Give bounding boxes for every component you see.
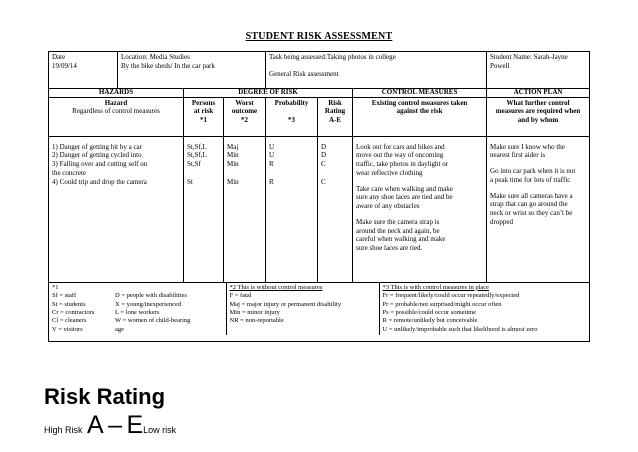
key-persons-title: *1 bbox=[52, 283, 59, 291]
task-label: Task being assessed:Taking photos in college bbox=[269, 53, 396, 61]
existing-line: around the neck and again, be bbox=[356, 226, 440, 235]
rating-value bbox=[321, 169, 349, 178]
key-persons-pair bbox=[52, 309, 223, 317]
key-outcome-line: Maj = major injury or permanent disability bbox=[229, 300, 342, 308]
key-outcome-line: NR = non-reportable bbox=[229, 317, 284, 325]
col-persons-l2: at risk bbox=[193, 107, 214, 116]
risk-rating-heading: Risk Rating bbox=[44, 384, 166, 409]
col-existing bbox=[353, 97, 487, 136]
col-persons bbox=[184, 97, 224, 136]
hazard-row bbox=[49, 136, 590, 282]
key-code: Cr = contractors bbox=[52, 309, 95, 316]
col-worst-l3: *2 bbox=[241, 116, 248, 125]
existing-line: Make sure the camera strap is bbox=[356, 217, 440, 226]
hazard-line: 2) Danger of getting cycled into bbox=[52, 151, 142, 160]
key-outcome-line: Min = minor injury bbox=[229, 309, 280, 316]
key-probability-line: Pr = probable/not surprised/might occur often bbox=[382, 300, 502, 308]
key-code: Sf = staff bbox=[52, 292, 77, 300]
key-code: St = students bbox=[52, 300, 86, 308]
key-persons-pair bbox=[52, 326, 223, 334]
key-persons-pair bbox=[52, 317, 223, 325]
col-rating bbox=[318, 97, 353, 136]
task-type: General Risk assessment bbox=[269, 69, 339, 78]
section-action-plan: ACTION PLAN bbox=[487, 89, 590, 98]
key-outcome-title: *2 This is without control measures bbox=[229, 283, 323, 291]
risk-rating-scale bbox=[44, 413, 176, 438]
student-surname: Powell bbox=[490, 61, 510, 70]
keys-cell bbox=[49, 282, 590, 341]
rating-value: C bbox=[321, 177, 326, 186]
col-existing-l1: Existing control measures taken bbox=[371, 98, 468, 107]
section-header-row bbox=[49, 89, 590, 98]
column-header-row bbox=[49, 97, 590, 136]
hazard-line: 3) Falling over and cutting self on bbox=[52, 160, 148, 169]
key-persons-pair bbox=[52, 292, 223, 300]
key-probability-title: *3 This is with control measures in place bbox=[382, 283, 490, 291]
key-probability-line: Ps = possible/could occur sometime bbox=[382, 309, 477, 316]
keys-table bbox=[49, 283, 590, 336]
date-value: 19/09/14 bbox=[52, 61, 77, 70]
col-probability bbox=[266, 97, 318, 136]
rating-value: C bbox=[321, 160, 326, 169]
key-code: V = visitors bbox=[52, 325, 83, 333]
keys-row bbox=[49, 282, 590, 341]
rating-value: D bbox=[321, 151, 327, 160]
further-line: nearest first aider is bbox=[490, 151, 546, 160]
probability-value bbox=[269, 169, 314, 178]
key-outcome-line: F = fatal bbox=[229, 292, 252, 300]
key-probability bbox=[379, 283, 590, 336]
probability-value: R bbox=[269, 177, 274, 186]
key-code: W = women of child-bearing bbox=[115, 317, 191, 325]
col-further-l3: and by whom bbox=[517, 116, 559, 125]
probability-list bbox=[266, 136, 318, 282]
hazard-line: 4) Could trip and drop the camera bbox=[52, 177, 147, 186]
location-label: Location: Media Studies bbox=[121, 53, 190, 61]
worst-value bbox=[227, 169, 262, 178]
col-rating-l3: A-E bbox=[328, 116, 342, 125]
worst-value: Min bbox=[227, 160, 239, 169]
info-row bbox=[49, 52, 590, 89]
further-measures bbox=[487, 136, 590, 282]
section-degree-of-risk: DEGREE OF RISK bbox=[184, 89, 353, 98]
probability-value: U bbox=[269, 142, 275, 151]
rating-e: E bbox=[126, 411, 144, 439]
existing-line: careful when walking and make bbox=[356, 235, 446, 244]
further-line: Make sure I know who the bbox=[490, 142, 565, 151]
probability-value: R bbox=[269, 160, 274, 169]
existing-line: Take care when walking and make bbox=[356, 184, 453, 193]
col-worst bbox=[224, 97, 266, 136]
key-code: X = young/inexperienced bbox=[115, 300, 182, 308]
persons-value: St bbox=[187, 177, 193, 186]
col-probability-l2: *3 bbox=[288, 116, 296, 125]
key-outcome bbox=[226, 283, 379, 336]
worst-list bbox=[224, 136, 266, 282]
existing-line: move out the way of oncoming bbox=[356, 151, 444, 160]
existing-line: wear reflective clothing bbox=[356, 168, 423, 177]
existing-line: traffic, take photos in daylight or bbox=[356, 160, 449, 169]
col-hazard-sub: Regardless of control measures bbox=[72, 107, 160, 116]
further-line: strap that can go around the bbox=[490, 200, 568, 209]
rating-list bbox=[318, 136, 353, 282]
col-further-l2: measures are required when bbox=[495, 107, 581, 116]
probability-value: U bbox=[269, 151, 275, 160]
col-rating-l2: Rating bbox=[324, 107, 346, 116]
col-hazard-label: Hazard bbox=[104, 98, 128, 107]
further-line: Go into car park when it is not bbox=[490, 167, 576, 176]
col-worst-l2: outcome bbox=[231, 107, 258, 116]
col-worst-l1: Worst bbox=[235, 98, 254, 107]
col-probability-l1: Probability bbox=[274, 98, 309, 107]
col-further-l1: What further control bbox=[506, 98, 570, 107]
existing-measures bbox=[353, 136, 487, 282]
persons-value: St,Sf bbox=[187, 160, 201, 169]
persons-list bbox=[184, 136, 224, 282]
key-code: L = lone workers bbox=[115, 309, 160, 316]
key-persons-pair bbox=[52, 301, 223, 309]
location-cell bbox=[118, 52, 266, 89]
further-line: neck or wrist so they can’t be bbox=[490, 209, 573, 218]
document-title: STUDENT RISK ASSESSMENT bbox=[245, 31, 393, 42]
existing-line: sure any shoe laces are tied and be bbox=[356, 193, 453, 202]
persons-value: St,Sf,L bbox=[187, 142, 207, 151]
student-cell bbox=[487, 52, 590, 89]
col-persons-l3: *1 bbox=[200, 116, 207, 125]
further-line: a peak time for lots of traffic bbox=[490, 175, 571, 184]
col-rating-l1: Risk bbox=[328, 98, 342, 107]
further-line: dropped bbox=[490, 217, 513, 226]
date-cell bbox=[49, 52, 118, 89]
key-probability-line: U = unlikely/improbable such that likelihood is almost zero bbox=[382, 325, 538, 333]
key-code: D = people with disabilities bbox=[115, 292, 187, 300]
key-persons bbox=[49, 283, 226, 336]
hazard-line: the concrete bbox=[52, 168, 87, 177]
task-cell bbox=[266, 52, 487, 89]
worst-value: Min bbox=[227, 151, 239, 160]
key-code: age bbox=[115, 325, 125, 333]
date-label: Date bbox=[52, 53, 66, 61]
location-detail: By the bike sheds/ In the car park bbox=[121, 61, 215, 70]
persons-value: St,Sf,L bbox=[187, 151, 207, 160]
existing-line: sure shoe laces are tied. bbox=[356, 244, 423, 253]
hazard-line: 1) Danger of getting hit by a car bbox=[52, 142, 142, 151]
low-risk-label: Low risk bbox=[143, 425, 177, 435]
col-further bbox=[487, 97, 590, 136]
col-hazard bbox=[49, 97, 184, 136]
risk-assessment-table bbox=[48, 51, 590, 342]
worst-value: Maj bbox=[227, 142, 239, 151]
hazard-list bbox=[49, 136, 184, 282]
rating-a: A bbox=[86, 411, 104, 439]
key-probability-line: R = remote/unlikely but conceivable bbox=[382, 317, 478, 325]
existing-line: aware of any obstacles bbox=[356, 202, 420, 211]
persons-value bbox=[187, 169, 220, 178]
worst-value: Min bbox=[227, 177, 239, 186]
student-name: Student Name: Sarah-Jayne bbox=[490, 53, 568, 61]
key-probability-line: Fr = frequent/likely/could occur repeatedly/expected bbox=[382, 292, 520, 300]
section-hazards: HAZARDS bbox=[49, 89, 184, 98]
rating-value: D bbox=[321, 142, 327, 151]
high-risk-label: High Risk bbox=[44, 425, 83, 435]
rating-dash: – bbox=[108, 411, 123, 439]
key-code: Cl = cleaners bbox=[52, 317, 87, 325]
existing-line: Look out for cars and bikes and bbox=[356, 142, 445, 151]
col-existing-l2: against the risk bbox=[396, 107, 443, 116]
section-control-measures: CONTROL MEASURES bbox=[353, 89, 487, 98]
further-line: Make sure all cameras have a bbox=[490, 191, 573, 200]
col-persons-l1: Persons bbox=[191, 98, 216, 107]
